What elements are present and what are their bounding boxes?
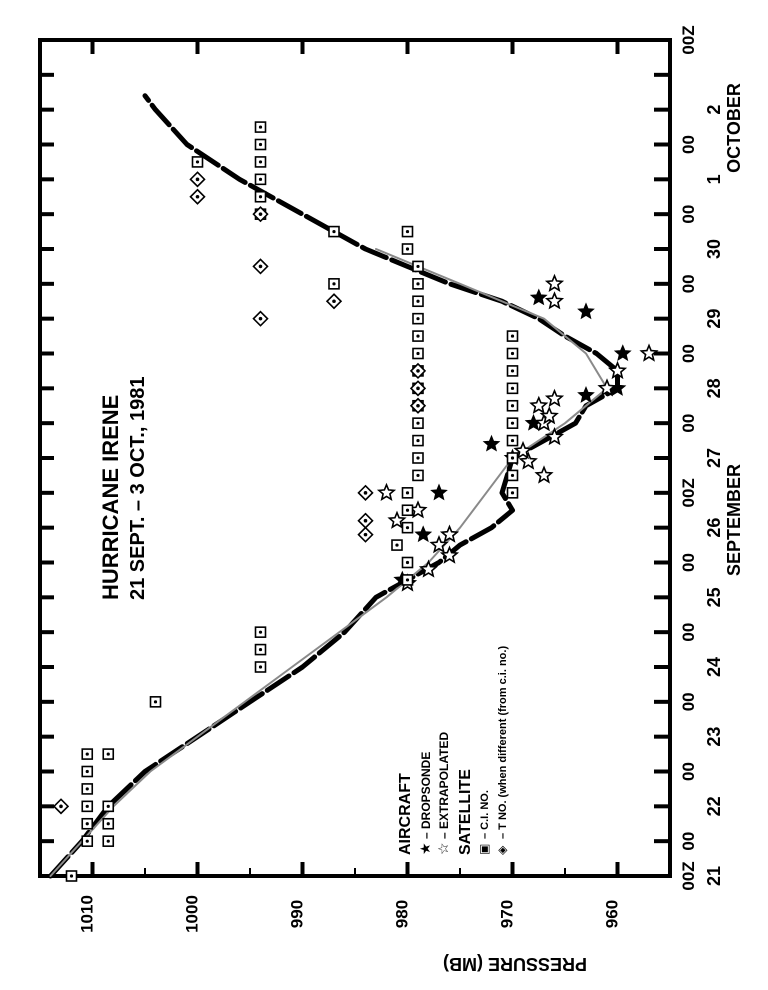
hour-tick-label-6: 00Z xyxy=(679,478,698,508)
ci_no-marker-34-dot xyxy=(406,247,409,250)
t_no-marker-11-dot xyxy=(196,195,200,199)
ci_no-marker-1-dot xyxy=(86,840,89,843)
ci_no-marker-18-dot xyxy=(406,526,409,529)
ci_no-marker-39-dot xyxy=(259,160,262,163)
day-tick-label-4: 25 xyxy=(704,587,724,608)
day-tick-label-6: 27 xyxy=(704,447,724,469)
hour-tick-label-2: 00 xyxy=(679,762,698,781)
pressure-tick-label-5: 960 xyxy=(602,899,622,929)
ci_no-marker-21-dot xyxy=(416,474,419,477)
pressure-tick-label-0: 1010 xyxy=(77,895,97,933)
t_no-marker-6-dot xyxy=(416,369,420,373)
ci_no-marker-19-dot xyxy=(406,509,409,512)
hour-tick-label-10: 00 xyxy=(679,204,698,224)
legend-heading-aircraft: AIRCRAFT xyxy=(397,773,414,855)
chart-subtitle: 21 SEPT. – 3 OCT., 1981 xyxy=(127,376,149,600)
ci_no-marker-37-dot xyxy=(259,195,262,198)
hour-tick-label-7: 00 xyxy=(679,413,698,433)
ci_no-marker-7-dot xyxy=(86,787,89,790)
ci_no-marker-22-dot xyxy=(416,456,419,459)
ci_no-marker-16-dot xyxy=(406,561,409,564)
legend-star-dropsonde-icon: ★ xyxy=(417,842,433,855)
t_no-marker-1-dot xyxy=(364,533,368,537)
ci_no_secondary-marker-1-dot xyxy=(511,474,514,477)
legend-tno-label: – T NO. (when different (from c.i. no.) xyxy=(497,645,509,839)
legend-star-extrapolated-icon: ☆ xyxy=(435,842,451,855)
pressure-tick-label-3: 980 xyxy=(392,899,412,929)
ci_no_secondary-marker-0-dot xyxy=(511,491,514,494)
ci_no-marker-2-dot xyxy=(107,840,110,843)
chart-title: HURRICANE IRENE xyxy=(98,394,123,600)
ci_no_secondary-marker-8-dot xyxy=(511,352,514,355)
day-tick-label-11: 2 xyxy=(704,104,724,115)
legend-ci-label: – C.I. NO. xyxy=(479,790,491,839)
ci_no-marker-0-dot xyxy=(70,874,73,877)
t_no-marker-10-dot xyxy=(259,212,263,216)
legend-heading-satellite: SATELLITE xyxy=(457,769,474,855)
ci_no-marker-23-dot xyxy=(416,439,419,442)
legend-dropsonde-label: – DROPSONDE xyxy=(419,751,433,839)
ci_no-marker-20-dot xyxy=(406,491,409,494)
y-axis-title: PRESSURE (MB) xyxy=(442,954,588,974)
t_no-marker-4-dot xyxy=(416,404,420,408)
day-tick-label-3: 24 xyxy=(704,656,724,678)
ci_no_secondary-marker-2-dot xyxy=(511,456,514,459)
t_no-marker-7-dot xyxy=(259,317,263,321)
hour-tick-label-1: 00 xyxy=(679,831,698,851)
ci_no-marker-3-dot xyxy=(86,822,89,825)
legend-diamond-icon: ◈ xyxy=(495,845,509,855)
t_no-marker-3-dot xyxy=(364,491,368,495)
hour-tick-label-8: 00 xyxy=(679,344,698,363)
t_no-marker-12-dot xyxy=(196,178,200,182)
t_no-marker-5-dot xyxy=(416,387,420,391)
ci_no_secondary-marker-6-dot xyxy=(511,387,514,390)
pressure-tick-label-1: 1000 xyxy=(182,895,202,933)
ci_no-marker-31-dot xyxy=(416,300,419,303)
t_no-marker-2-dot xyxy=(364,519,368,523)
ci_no-marker-12-dot xyxy=(259,665,262,668)
legend-square-icon: ▣ xyxy=(477,843,491,855)
hour-tick-label-4: 00 xyxy=(679,622,698,642)
ci_no-marker-14-dot xyxy=(259,631,262,634)
day-tick-label-5: 26 xyxy=(704,517,724,538)
ci_no-marker-41-dot xyxy=(259,125,262,128)
ci_no-marker-13-dot xyxy=(259,648,262,651)
ci_no-marker-30-dot xyxy=(416,317,419,320)
hour-tick-label-12: 00Z xyxy=(679,25,698,55)
ci_no-marker-8-dot xyxy=(86,770,89,773)
ci_no-marker-28-dot xyxy=(416,352,419,355)
ci_no_secondary-marker-4-dot xyxy=(511,422,514,425)
ci_no-marker-4-dot xyxy=(107,822,110,825)
ci_no-marker-38-dot xyxy=(259,178,262,181)
ci_no-marker-15-dot xyxy=(406,578,409,581)
day-tick-label-9: 30 xyxy=(704,238,724,260)
ci_no-marker-33-dot xyxy=(416,265,419,268)
hour-tick-label-11: 00 xyxy=(679,135,698,154)
t_no-marker-9-dot xyxy=(259,265,263,269)
day-tick-label-7: 28 xyxy=(704,378,724,399)
ci_no-marker-9-dot xyxy=(86,752,89,755)
ci_no_secondary-marker-5-dot xyxy=(511,404,514,407)
ci_no_secondary-marker-11-dot xyxy=(332,230,335,233)
ci_no_secondary-marker-3-dot xyxy=(511,439,514,442)
ci_no_secondary-marker-7-dot xyxy=(511,369,514,372)
day-tick-label-10: 1 xyxy=(704,174,724,185)
ci_no_secondary-marker-12-dot xyxy=(196,160,199,163)
t_no-marker-8-dot xyxy=(332,299,336,303)
ci_no-marker-17-dot xyxy=(395,543,398,546)
day-tick-label-2: 23 xyxy=(704,726,724,747)
ci_no-marker-24-dot xyxy=(416,422,419,425)
ci_no-marker-40-dot xyxy=(259,143,262,146)
hour-tick-label-5: 00 xyxy=(679,553,698,572)
t_no-marker-0-dot xyxy=(59,805,63,809)
hour-tick-label-0: 00Z xyxy=(679,861,698,891)
legend-extrapolated-label: – EXTRAPOLATED xyxy=(437,731,451,839)
day-tick-label-1: 22 xyxy=(704,796,724,817)
ci_no-marker-10-dot xyxy=(107,752,110,755)
ci_no-marker-6-dot xyxy=(107,805,110,808)
hour-tick-label-3: 00 xyxy=(679,692,698,712)
pressure-tick-label-4: 970 xyxy=(497,899,517,929)
ci_no_secondary-marker-10-dot xyxy=(332,282,335,285)
ci_no-marker-35-dot xyxy=(406,230,409,233)
ci_no-marker-11-dot xyxy=(154,700,157,703)
day-tick-label-8: 29 xyxy=(704,308,724,329)
x-axis-title-september: SEPTEMBER xyxy=(724,463,744,577)
x-axis-title-october: OCTOBER xyxy=(724,83,744,173)
ci_no-marker-29-dot xyxy=(416,334,419,337)
ci_no-marker-5-dot xyxy=(86,805,89,808)
day-tick-label-0: 21 xyxy=(704,865,724,887)
pressure-tick-label-2: 990 xyxy=(287,899,307,929)
ci_no-marker-32-dot xyxy=(416,282,419,285)
hour-tick-label-9: 00 xyxy=(679,274,698,294)
ci_no_secondary-marker-9-dot xyxy=(511,334,514,337)
